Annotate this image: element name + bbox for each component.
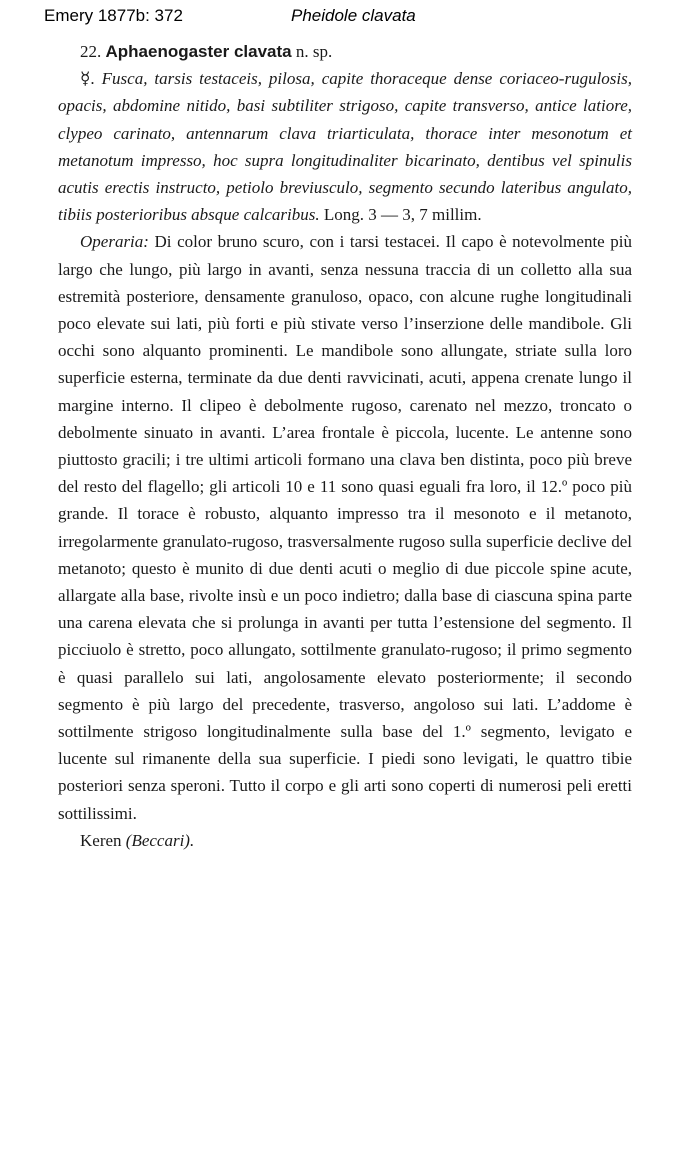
- locality-place: Keren: [80, 830, 122, 850]
- citation-reference: Emery 1877b: 372: [44, 6, 183, 25]
- locality-collector: (Beccari).: [125, 830, 195, 850]
- new-species-marker: n. sp.: [295, 42, 333, 61]
- description-text: Di color bruno scuro, con i tarsi testacei. Il capo è notevolmente più largo che lungo, più largo in avanti, senza nessuna traccia di un colletto alla sua estremità posteriore, densamente granuloso, opaco, con alcune rughe longitudinali poco elevate sui lati, più forti e più stivate verso l’inserzione delle mandibole. Gli occhi sono alquanto prominenti. Le mandibole sono allungate, striate sulla loro superficie esterna, terminate da due denti ravvicinati, acuti, appena crenate lungo il margine interno. Il clipeo è debolmente rugoso, carenato nel mezzo, troncato o debolmente sinuato in avanti. L’area frontale è piccola, lucente. Le antenne sono piuttosto gracili; i tre ultimi articoli formano una clava ben distinta, poco più breve del resto del flagello; gli articoli 10 e 11 sono quasi eguali fra loro, il 12.º poco più grande. Il torace è robusto, alquanto impresso tra il mesonoto e il metanoto, irregolarmente granulato-rugoso, trasversalmente rugoso sulla superficie declive del metanoto; questo è munito di due denti acuti o meglio di due piccole spine acute, allargate alla base, rivolte insù e un poco indietro; dalla base di ciascuna spina parte una carena elevata che si prolunga in avanti per tutta l’estensione del segmento. Il picciuolo è stretto, poco allungato, sottilmente granulato-rugoso; il primo segmento è quasi parallelo sui lati, angolosamente elevato posteriormente; il secondo segmento è più largo del precedente, trasverso, angoloso sui lati. L’addome è sottilmente strigoso longitudinalmente sulla base del 1.º segmento, levigato e lucente sul rimanente della sua superficie. I piedi sono levigati, le quattro tibie posteriori senza speroni. Tutto il corpo e gli arti sono coperti di numerosi peli eretti sottilissimi.: [58, 232, 632, 823]
- page-header: [44, 6, 656, 30]
- worker-description: [58, 228, 632, 826]
- caste-label: Operaria:: [80, 232, 149, 252]
- species-heading: [58, 38, 632, 65]
- latin-diagnosis-text: Fusca, tarsis testaceis, pilosa, capite thoraceque dense coriaceo-rugulosis, opacis, abdomine nitido, basi subtiliter strigoso, capite transverso, antice latiore, clypeo carinato, antennarum clava triarticulata, thorace inter mesonotum et metanotum impresso, hoc supra longitudinaliter bicarinato, dentibus vel spinulis acutis erectis instructo, petiolo breviusculo, segmento secundo lateribus angulato, tibiis posterioribus absque calcaribus.: [58, 69, 632, 225]
- species-number: 22.: [80, 42, 102, 61]
- latin-diagnosis: [58, 65, 632, 228]
- current-species-name: Pheidole clavata: [291, 6, 416, 25]
- type-locality: [58, 827, 632, 854]
- body-length: Long. 3 — 3, 7 millim.: [323, 205, 482, 225]
- worker-symbol: ☿.: [80, 69, 95, 89]
- document-body: [58, 38, 632, 854]
- species-title: Aphaenogaster clavata: [105, 42, 292, 61]
